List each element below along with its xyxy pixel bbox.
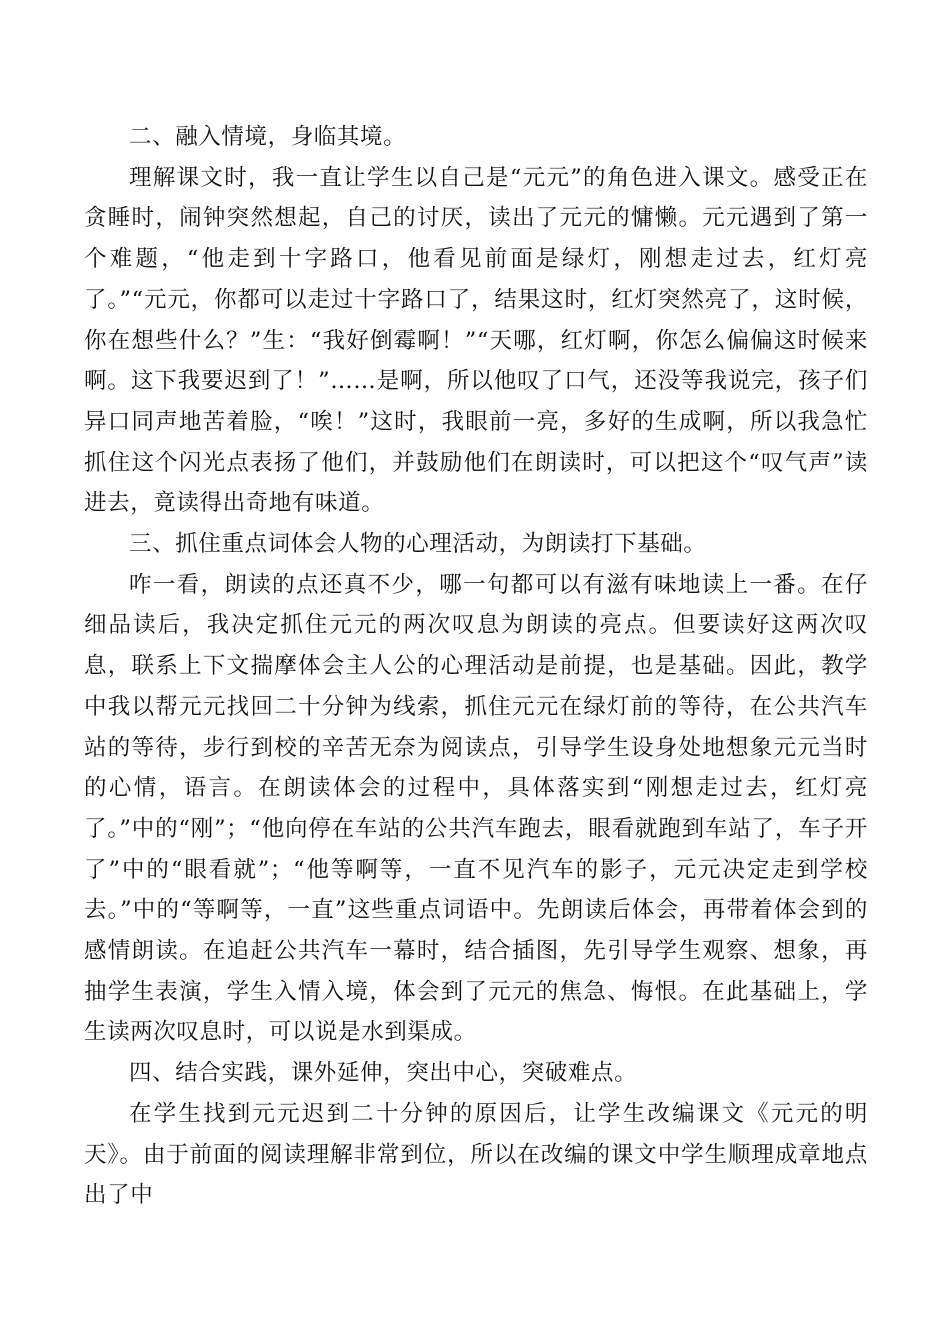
document-body [84, 117, 868, 1216]
paragraph-4: 在学生找到元元迟到二十分钟的原因后，让学生改编课文《元元的明天》。由于前面的阅读理解非常到位，所以在改编的课文中学生顺理成章地点出了中 [84, 1100, 868, 1209]
paragraph-2: 理解课文时，我一直让学生以自己是“元元”的角色进入课文。感受正在贪睡时，闹钟突然想起，自己的讨厌，读出了元元的慵懒。元元遇到了第一个难题，“他走到十字路口，他看见前面是绿灯，刚想走过去，红灯亮了。”“元元，你都可以走过十字路口了，结果这时，红灯突然亮了，这时候，你在想些什么？”生：“我好倒霉啊！”“天哪，红灯啊，你怎么偏偏这时候来啊。这下我要迟到了！”……是啊，所以他叹了口气，还没等我说完，孩子们异口同声地苦着脸，“唉！”这时，我眼前一亮，多好的生成啊，所以我急忙抓住这个闪光点表扬了他们，并鼓励他们在朗读时，可以把这个“叹气声”读进去，竟读得出奇地有味道。 [84, 164, 868, 517]
section-heading-3: 三、抓住重点词体会人物的心理活动，为朗读打下基础。 [129, 531, 707, 558]
section-heading-2: 二、融入情境，身临其境。 [129, 124, 407, 150]
paragraph-3: 咋一看，朗读的点还真不少，哪一句都可以有滋有味地读上一番。在仔细品读后，我决定抓住元元的两次叹息为朗读的亮点。但要读好这两次叹息，联系上下文揣摩体会主人公的心理活动是前提，也是基础。因此，教学中我以帮元元找回二十分钟为线索，抓住元元在绿灯前的等待，在公共汽车站的等待，步行到校的辛苦无奈为阅读点，引导学生设身处地想象元元当时的心情，语言。在朗读体会的过程中，具体落实到“刚想走过去，红灯亮了。”中的“刚”；“他向停在车站的公共汽车跑去，眼看就跑到车站了，车子开了”中的“眼看就”；“他等啊等，一直不见汽车的影子，元元决定走到学校去。”中的“等啊等，一直”这些重点词语中。先朗读后体会，再带着体会到的感情朗读。在追赶公共汽车一幕时，结合插图，先引导学生观察、想象，再抽学生表演，学生入情入境，体会到了元元的焦急、悔恨。在此基础上，学生读两次叹息时，可以说是水到渠成。 [84, 571, 868, 1046]
section-heading-4: 四、结合实践，课外延伸，突出中心，突破难点。 [129, 1060, 638, 1087]
